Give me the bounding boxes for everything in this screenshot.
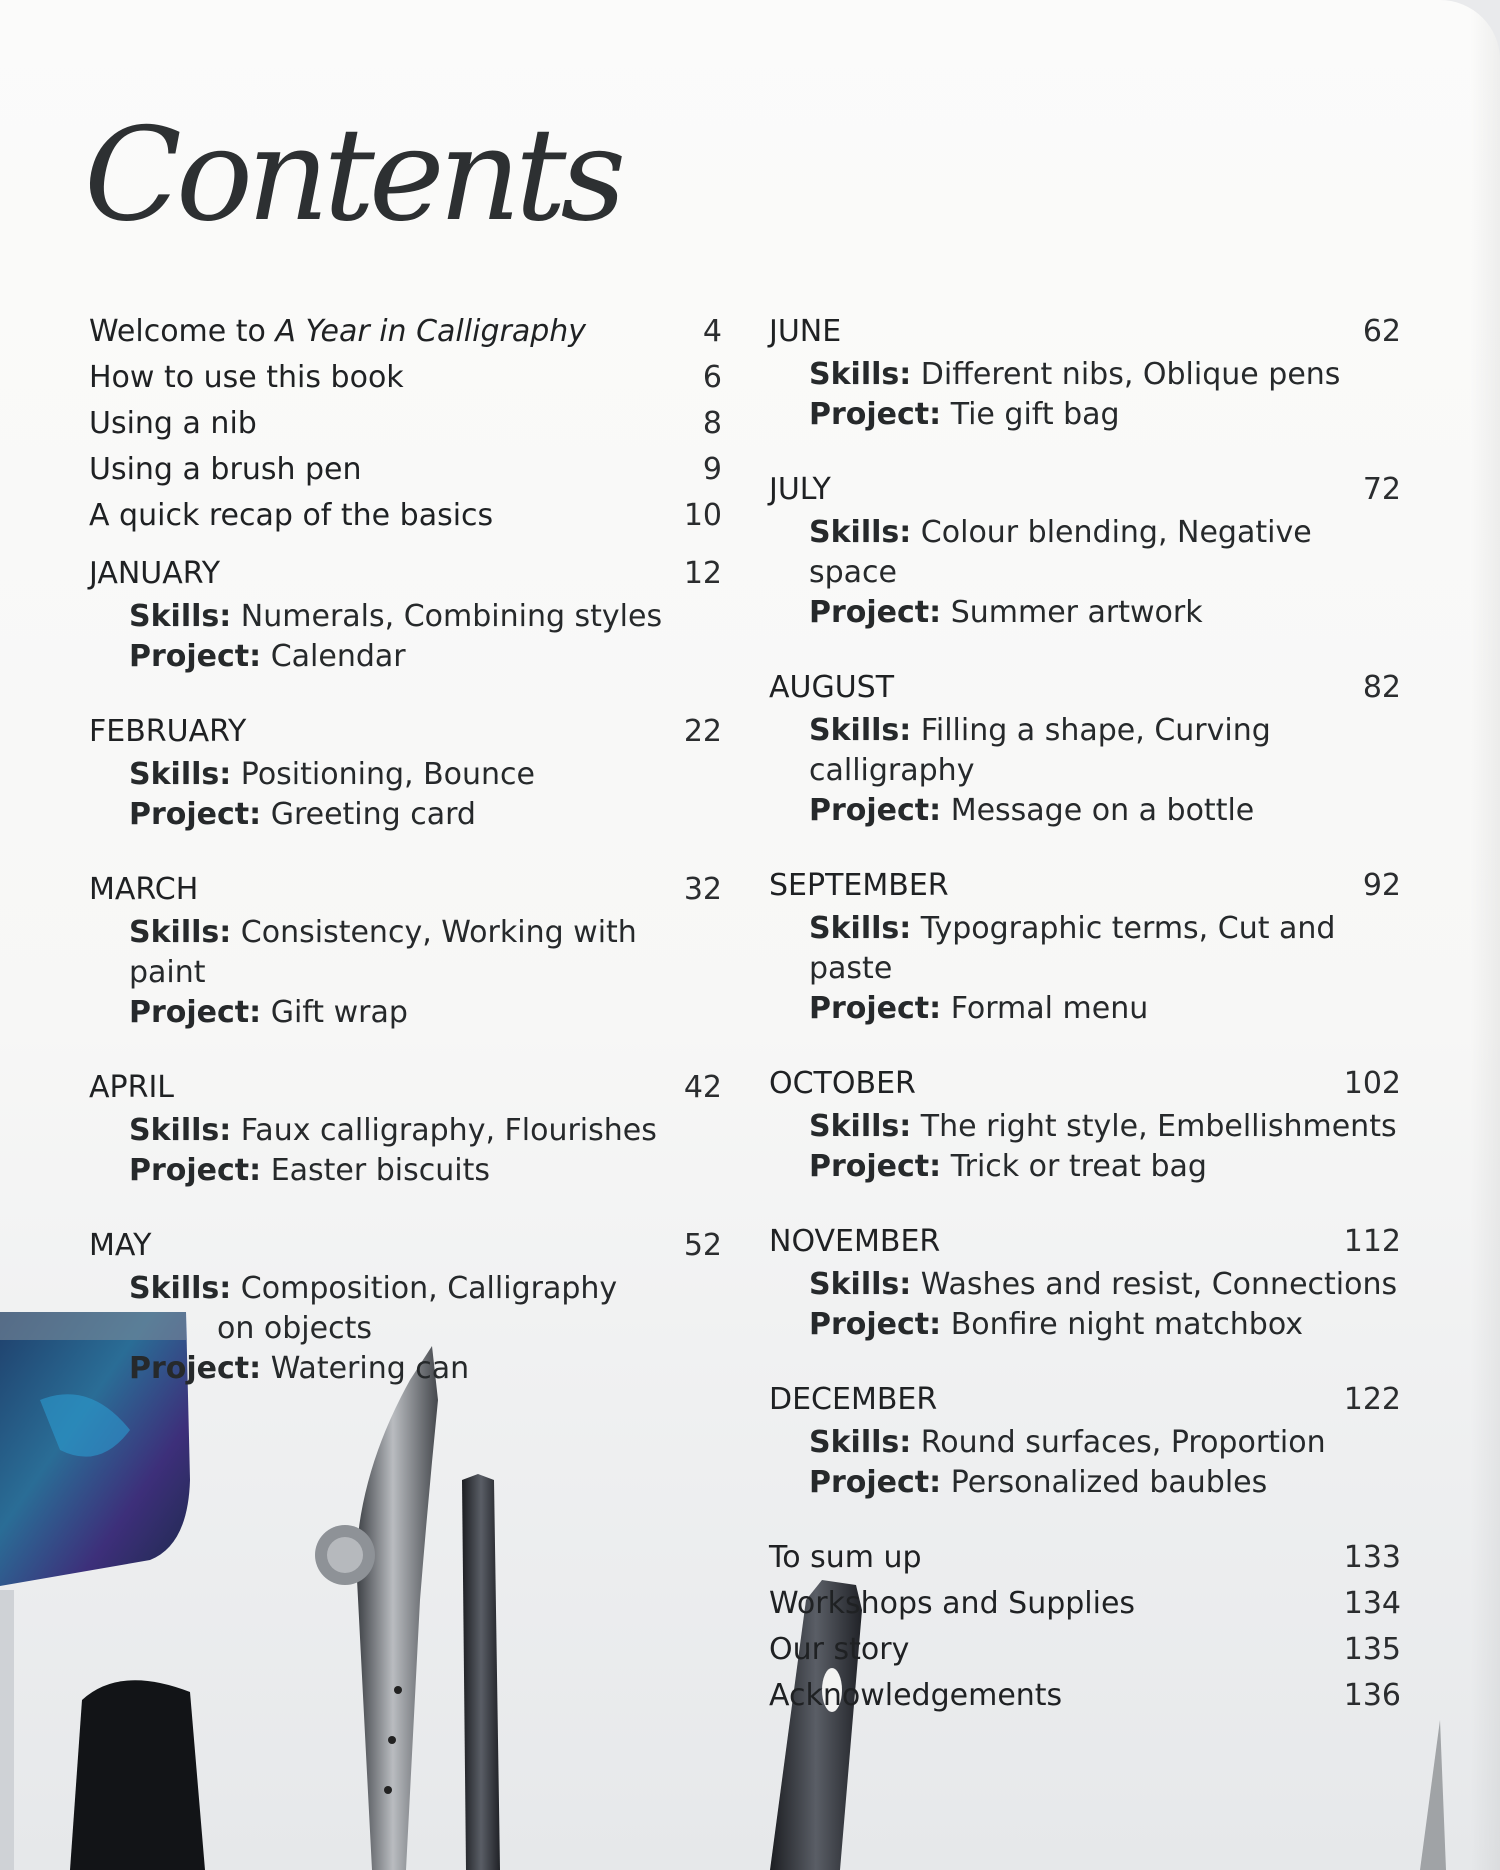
page-number: 122 xyxy=(1343,1382,1401,1417)
skills-line: Skills: Different nibs, Oblique pens xyxy=(809,357,1341,392)
toc-entry[interactable] xyxy=(769,1581,1401,1627)
entry-label-italic: A Year in Calligraphy xyxy=(275,314,587,349)
project-line: Project: Easter biscuits xyxy=(129,1153,490,1188)
project-line: Project: Gift wrap xyxy=(129,995,408,1030)
toc-entry[interactable] xyxy=(89,355,722,401)
project-line: Project: Watering can xyxy=(129,1351,470,1386)
page-number: 82 xyxy=(1362,670,1401,705)
skills-line: Skills: Round surfaces, Proportion xyxy=(809,1425,1326,1460)
skills-line: Skills: Typographic terms, Cut and paste xyxy=(809,911,1336,986)
page-number: 9 xyxy=(702,452,722,487)
month-entry-march[interactable] xyxy=(89,867,722,913)
month-entry-january[interactable] xyxy=(89,551,722,597)
month-name: SEPTEMBER xyxy=(769,868,949,903)
month-entry-september[interactable] xyxy=(769,863,1401,909)
toc-entry[interactable] xyxy=(89,309,722,355)
month-name: DECEMBER xyxy=(769,1382,938,1417)
page-number: 10 xyxy=(683,498,722,533)
page-number: 8 xyxy=(702,406,722,441)
skills-line: Skills: Colour blending, Negative space xyxy=(809,515,1312,590)
month-entry-december[interactable] xyxy=(769,1377,1401,1423)
month-entry-february[interactable] xyxy=(89,709,722,755)
month-entry-november[interactable] xyxy=(769,1219,1401,1265)
month-name: MARCH xyxy=(89,872,199,907)
entry-label: A quick recap of the basics xyxy=(89,498,494,533)
month-name: JUNE xyxy=(769,314,842,349)
entry-label: Using a nib xyxy=(89,406,257,441)
month-name: OCTOBER xyxy=(769,1066,916,1101)
project-line: Project: Summer artwork xyxy=(809,595,1203,630)
skills-line: Skills: Positioning, Bounce xyxy=(129,757,535,792)
project-line: Project: Message on a bottle xyxy=(809,793,1255,828)
skills-line: Skills: Composition, Calligraphy xyxy=(129,1271,618,1306)
month-entry-october[interactable] xyxy=(769,1061,1401,1107)
month-name: APRIL xyxy=(89,1070,175,1105)
page-number: 42 xyxy=(683,1070,722,1105)
entry-label: Our story xyxy=(769,1632,910,1667)
contents-title: Contents xyxy=(84,101,621,250)
month-name: AUGUST xyxy=(769,670,895,705)
page-number: 134 xyxy=(1343,1586,1401,1621)
toc-entry[interactable] xyxy=(769,1673,1401,1719)
entry-label: Acknowledgements xyxy=(769,1678,1063,1713)
page-number: 102 xyxy=(1343,1066,1401,1101)
page-number: 12 xyxy=(683,556,722,591)
page-number: 62 xyxy=(1362,314,1401,349)
month-name: NOVEMBER xyxy=(769,1224,941,1259)
month-entry-august[interactable] xyxy=(769,665,1401,711)
entry-label: To sum up xyxy=(769,1540,922,1575)
page-number: 112 xyxy=(1343,1224,1401,1259)
project-line: Project: Personalized baubles xyxy=(809,1465,1268,1500)
skills-line-continued: on objects xyxy=(217,1311,372,1346)
skills-line: Skills: Faux calligraphy, Flourishes xyxy=(129,1113,657,1148)
toc-entry[interactable] xyxy=(769,1627,1401,1673)
skills-line: Skills: Numerals, Combining styles xyxy=(129,599,663,634)
page-number: 72 xyxy=(1362,472,1401,507)
project-line: Project: Trick or treat bag xyxy=(809,1149,1207,1184)
entry-label: Workshops and Supplies xyxy=(769,1586,1136,1621)
page-number: 133 xyxy=(1343,1540,1401,1575)
month-name: JANUARY xyxy=(89,556,221,591)
month-entry-april[interactable] xyxy=(89,1065,722,1111)
skills-line: Skills: Filling a shape, Curving calligraphy xyxy=(809,713,1271,788)
month-entry-june[interactable] xyxy=(769,309,1401,355)
entry-label: Using a brush pen xyxy=(89,452,362,487)
page-number: 52 xyxy=(683,1228,722,1263)
month-name: FEBRUARY xyxy=(89,714,247,749)
contents-column-right xyxy=(769,309,1401,1719)
skills-line: Skills: The right style, Embellishments xyxy=(809,1109,1397,1144)
page-number: 92 xyxy=(1362,868,1401,903)
skills-line: Skills: Washes and resist, Connections xyxy=(809,1267,1398,1302)
project-line: Project: Bonfire night matchbox xyxy=(809,1307,1304,1342)
month-entry-may[interactable] xyxy=(89,1223,722,1269)
project-line: Project: Formal menu xyxy=(809,991,1149,1026)
page-number: 136 xyxy=(1343,1678,1401,1713)
month-entry-july[interactable] xyxy=(769,467,1401,513)
page-number: 4 xyxy=(702,314,722,349)
toc-entry[interactable] xyxy=(769,1535,1401,1581)
page-number: 32 xyxy=(683,872,722,907)
toc-entry[interactable] xyxy=(89,493,722,539)
project-line: Project: Tie gift bag xyxy=(809,397,1120,432)
entry-label: How to use this book xyxy=(89,360,404,395)
page-number: 6 xyxy=(702,360,722,395)
skills-line: Skills: Consistency, Working with paint xyxy=(129,915,637,990)
month-name: MAY xyxy=(89,1228,152,1263)
page-number: 22 xyxy=(683,714,722,749)
month-name: JULY xyxy=(769,472,831,507)
toc-entry[interactable] xyxy=(89,447,722,493)
page-number: 135 xyxy=(1343,1632,1401,1667)
project-line: Project: Calendar xyxy=(129,639,406,674)
toc-entry[interactable] xyxy=(89,401,722,447)
project-line: Project: Greeting card xyxy=(129,797,476,832)
contents-column-left xyxy=(89,309,722,1389)
entry-label: Welcome to xyxy=(89,314,276,349)
